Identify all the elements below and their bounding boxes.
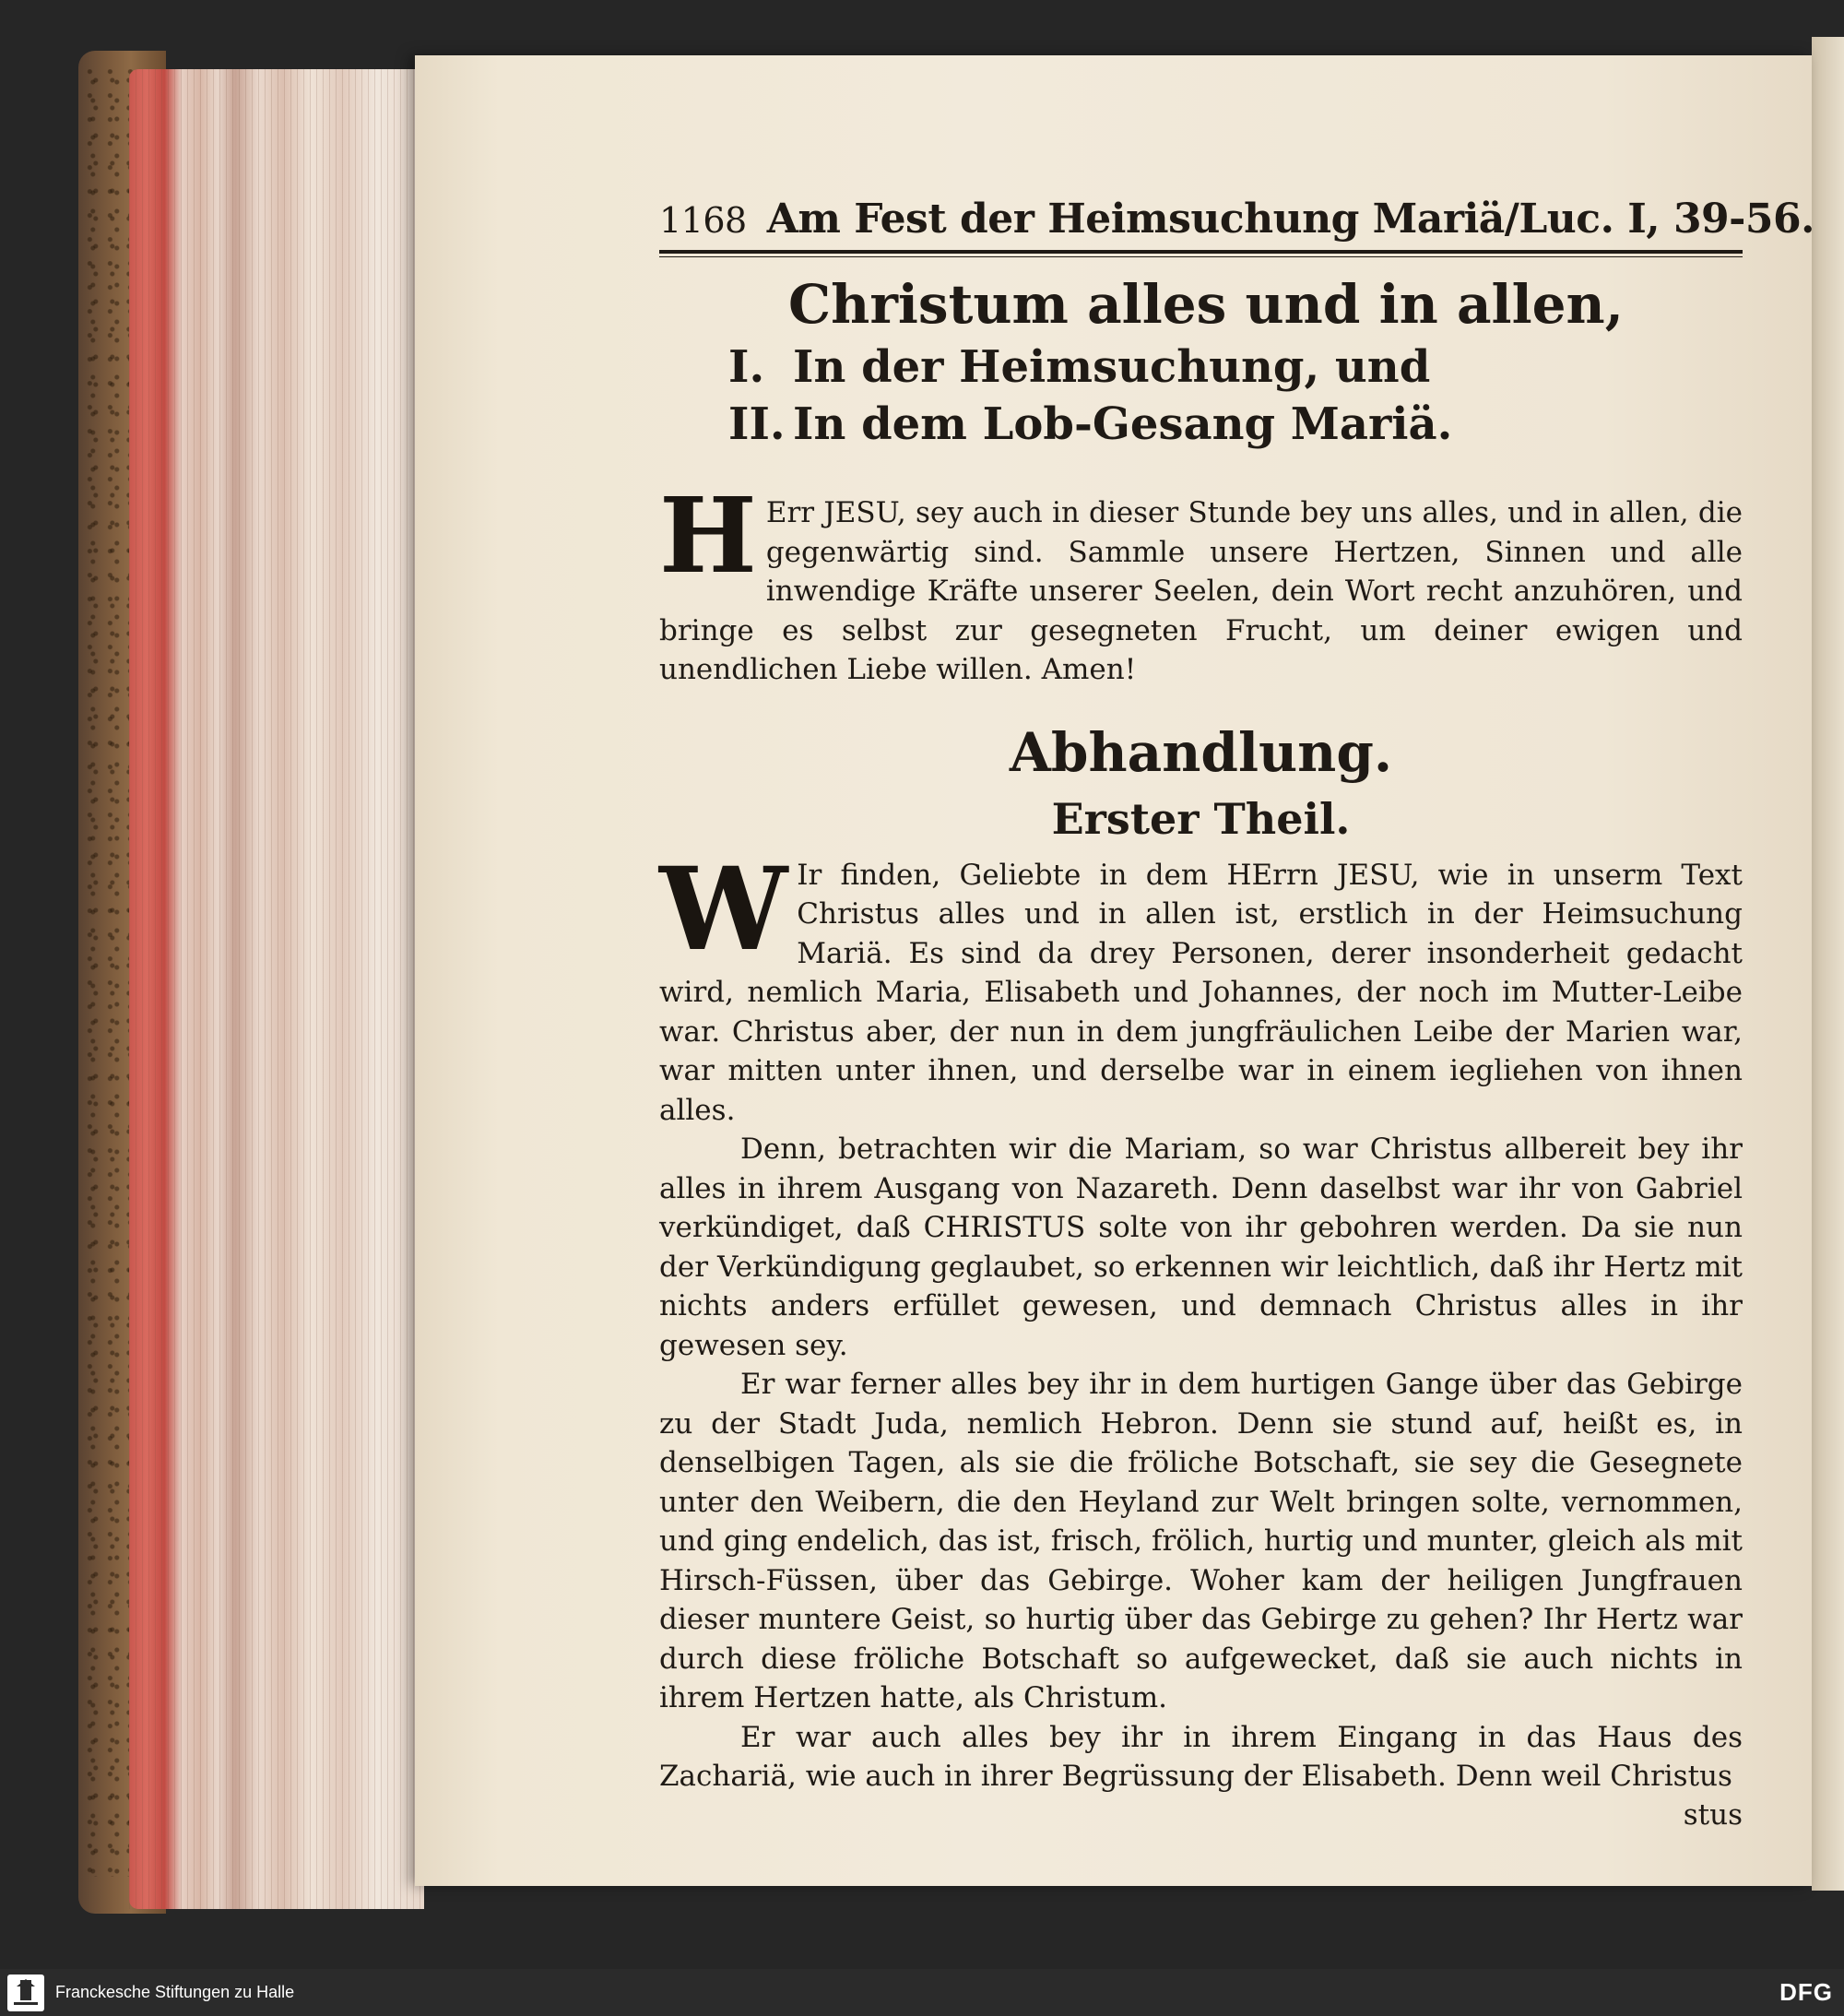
page-number: 1168 bbox=[659, 200, 747, 241]
part-heading: Erster Theil. bbox=[1051, 793, 1351, 844]
running-head bbox=[659, 194, 1814, 246]
viewer-footer bbox=[0, 1969, 1844, 2016]
institution-logo-icon bbox=[7, 1974, 44, 2011]
section-heading: Abhandlung. bbox=[1009, 720, 1393, 784]
paragraph-text: Ir finden, Geliebte in dem HErrn JESU, wie in unserm Text Christus alles und in allen ist, erstlich in der Heimsuchung Mariä. Es sind da drey Personen, derer insonderheit gedacht wird, nemlich Maria, Elisabeth und Johannes, der noch im Mutter-Leibe war. Christus aber, der nun in dem jungfräulichen Leibe der Marien war, war mitten unter ihnen, und derselbe war in einem iegliehen von ihnen alles. bbox=[659, 858, 1743, 1127]
paragraph-4: Er war auch alles bey ihr in ihrem Eingang in das Haus des Zachariä, wie auch in ihrer Begrüssung der Elisabeth. Denn weil Christus bbox=[659, 1720, 1743, 1793]
theme-item-number: I. bbox=[728, 341, 765, 393]
drop-cap: W bbox=[659, 842, 788, 977]
theme-item-number: II. bbox=[728, 398, 786, 450]
opening-prayer bbox=[659, 476, 1743, 690]
paragraph-1 bbox=[659, 842, 1743, 1131]
funder-logo: DFG bbox=[1779, 1978, 1833, 2006]
running-head-title: Am Fest der Heimsuchung Mariä/Luc. I, 39-56. bbox=[766, 196, 1814, 243]
head-rule-thin bbox=[659, 256, 1743, 257]
paragraph-3: Er war ferner alles bey ihr in dem hurtigen Gange über das Gebirge zu der Stadt Juda, nemlich Hebron. Denn sie stund auf, heißt es, in denselbigen Tagen, als sie die fröliche Botschaft, sie sey die Gesegnete unter den Weibern, die den Heyland zur Welt bringen solte, vernommen, und ging endelich, das ist, frisch, frölich, hurtig und munter, gleich als mit Hirsch-Füssen, über das Gebirge. Woher kam der heiligen Jungfrauen dieser muntere Geist, so hurtig über das Gebirge zu gehen? Ihr Hertz war durch diese fröliche Botschaft so aufgewecket, daß sie auch nichts in ihrem Hertzen hatte, als Christum. bbox=[659, 1368, 1743, 1714]
sermon-theme-title: Christum alles und in allen, bbox=[788, 273, 1624, 336]
theme-item-2 bbox=[728, 396, 1743, 453]
page-edges bbox=[129, 69, 424, 1909]
theme-item-text: In der Heimsuchung, und bbox=[793, 341, 1431, 393]
institution-label: Franckesche Stiftungen zu Halle bbox=[55, 1983, 295, 2001]
catchword: stus bbox=[1683, 1797, 1743, 1832]
prayer-text: Err JESU, sey auch in dieser Stunde bey uns alles, und in allen, die gegenwärtig sind. Sammle unsere Hertzen, Sinnen und alle inwendige Kräfte unserer Seelen, dein Wort recht anzuhören, und bringe es selbst zur gesegneten Frucht, um deiner ewigen und unendlichen Liebe willen. Amen! bbox=[659, 496, 1743, 686]
page-edge-lines bbox=[129, 69, 424, 1909]
drop-cap: H bbox=[659, 476, 757, 597]
theme-item-1 bbox=[728, 338, 1743, 396]
text-block bbox=[659, 194, 1814, 1833]
head-rule bbox=[659, 250, 1743, 254]
theme-item-text: In dem Lob-Gesang Mariä. bbox=[793, 398, 1453, 450]
adjacent-page bbox=[1812, 37, 1844, 1891]
paragraph-2: Denn, betrachten wir die Mariam, so war Christus allbereit bey ihr alles in ihrem Ausgang von Nazareth. Denn daselbst war ihr von Gabriel verkündiget, daß CHRISTUS solte von ihr gebohren werden. Da sie nun der Verkündigung geglaubet, so erkennen wir leichtlich, daß ihr Hertz mit nichts anders erfüllet gewesen, und demnach Christus alles in ihr gewesen sey. bbox=[659, 1133, 1743, 1362]
logo-mark bbox=[10, 1977, 41, 2009]
